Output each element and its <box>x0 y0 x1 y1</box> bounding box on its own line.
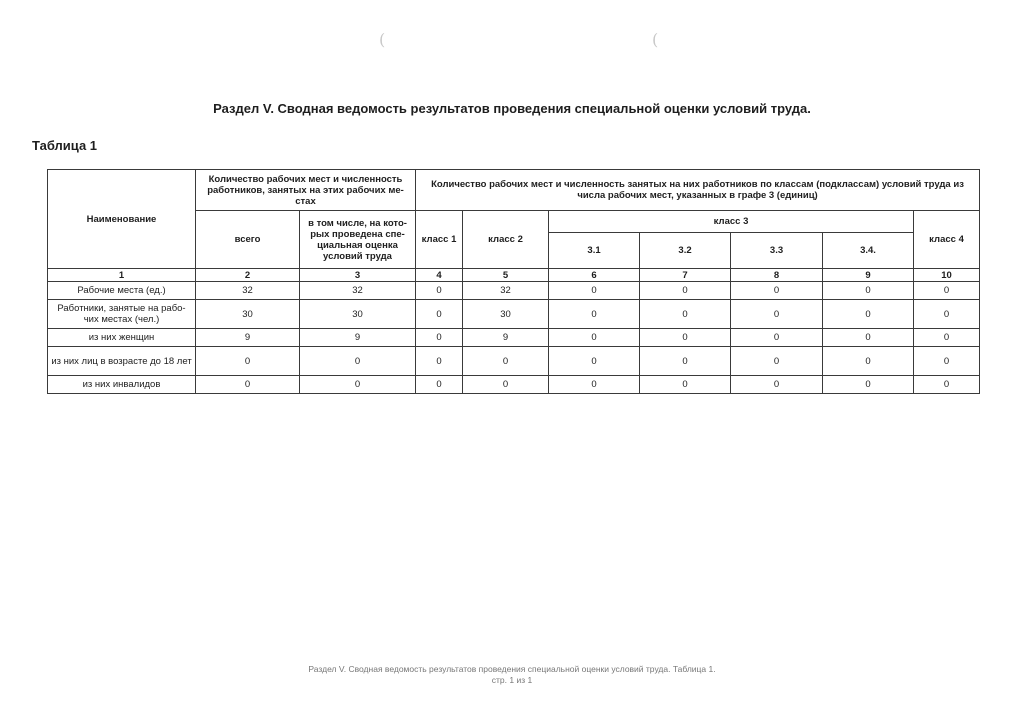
header-class-3-1: 3.1 <box>549 233 640 269</box>
table-cell: 32 <box>463 282 549 300</box>
table-cell: 0 <box>914 347 980 376</box>
column-number: 1 <box>48 269 196 282</box>
header-class-2: класс 2 <box>463 211 549 269</box>
table-row <box>48 300 980 329</box>
table-cell: 9 <box>196 329 300 347</box>
table-cell: 0 <box>914 376 980 394</box>
table-cell: 0 <box>640 347 731 376</box>
scan-mark: ( <box>379 30 386 49</box>
header-workplaces-group: Количество рабочих мест и численность работников, занятых на этих рабочих ме-стах <box>196 170 416 211</box>
table-cell: 0 <box>463 347 549 376</box>
column-number: 3 <box>300 269 416 282</box>
table-cell: 0 <box>300 376 416 394</box>
table-row <box>48 376 980 394</box>
header-class-4: класс 4 <box>914 211 980 269</box>
column-number: 6 <box>549 269 640 282</box>
table-row <box>48 347 980 376</box>
row-label: из них инвалидов <box>48 376 196 394</box>
header-class-3: класс 3 <box>549 211 914 233</box>
row-label: из них женщин <box>48 329 196 347</box>
header-total: всего <box>196 211 300 269</box>
table-cell: 0 <box>914 329 980 347</box>
row-label: Работники, занятые на рабо-чих местах (чел.) <box>48 300 196 329</box>
column-number: 10 <box>914 269 980 282</box>
table-cell: 0 <box>731 347 823 376</box>
table-cell: 9 <box>463 329 549 347</box>
column-number: 7 <box>640 269 731 282</box>
table-cell: 0 <box>416 376 463 394</box>
header-class-3-2: 3.2 <box>640 233 731 269</box>
header-class-3-4: 3.4. <box>823 233 914 269</box>
table-cell: 0 <box>731 329 823 347</box>
table-cell: 0 <box>823 347 914 376</box>
table-cell: 0 <box>914 282 980 300</box>
row-label: Рабочие места (ед.) <box>48 282 196 300</box>
table-cell: 32 <box>196 282 300 300</box>
column-number: 4 <box>416 269 463 282</box>
column-number: 9 <box>823 269 914 282</box>
scan-mark: ( <box>652 30 659 49</box>
table-cell: 0 <box>549 376 640 394</box>
table-row <box>48 329 980 347</box>
table-cell: 0 <box>416 282 463 300</box>
table-cell: 0 <box>640 300 731 329</box>
table-cell: 0 <box>463 376 549 394</box>
table-cell: 0 <box>549 347 640 376</box>
header-class-1: класс 1 <box>416 211 463 269</box>
column-number: 8 <box>731 269 823 282</box>
footer-page-number: стр. 1 из 1 <box>491 675 533 685</box>
header-row-1 <box>48 170 980 211</box>
header-assessed: в том числе, на кото-рых проведена спе-циальная оценка условий труда <box>300 211 416 269</box>
table-cell: 0 <box>731 300 823 329</box>
row-label: из них лиц в возрасте до 18 лет <box>48 347 196 376</box>
column-number: 5 <box>463 269 549 282</box>
header-class-3-3: 3.3 <box>731 233 823 269</box>
section-title: Раздел V. Сводная ведомость результатов проведения специальной оценки условий труда. <box>213 101 811 116</box>
table-cell: 0 <box>731 282 823 300</box>
column-number-row <box>48 269 980 282</box>
footer-caption: Раздел V. Сводная ведомость результатов проведения специальной оценки условий труда. Таблица 1. <box>308 664 716 674</box>
table-cell: 0 <box>823 300 914 329</box>
summary-table <box>47 169 980 394</box>
table-cell: 0 <box>549 300 640 329</box>
table-cell: 9 <box>300 329 416 347</box>
table-cell: 0 <box>731 376 823 394</box>
table-cell: 0 <box>196 376 300 394</box>
table-cell: 0 <box>416 347 463 376</box>
table-cell: 32 <box>300 282 416 300</box>
table-cell: 0 <box>640 329 731 347</box>
page-footer <box>0 664 1024 686</box>
column-number: 2 <box>196 269 300 282</box>
table-cell: 0 <box>640 282 731 300</box>
header-name: Наименование <box>48 170 196 269</box>
table-cell: 0 <box>416 329 463 347</box>
table-cell: 30 <box>196 300 300 329</box>
table-cell: 0 <box>549 329 640 347</box>
table-cell: 0 <box>823 329 914 347</box>
table-cell: 0 <box>823 376 914 394</box>
header-classes-group: Количество рабочих мест и численность занятых на них работников по классам (подклассам) условий труда из числа рабочих мест, указанных в графе 3 (единиц) <box>416 170 980 211</box>
table-cell: 30 <box>300 300 416 329</box>
table-cell: 0 <box>300 347 416 376</box>
table-cell: 0 <box>416 300 463 329</box>
table-cell: 0 <box>196 347 300 376</box>
table-cell: 0 <box>914 300 980 329</box>
table-row <box>48 282 980 300</box>
table-cell: 30 <box>463 300 549 329</box>
table-cell: 0 <box>640 376 731 394</box>
table-cell: 0 <box>549 282 640 300</box>
table-cell: 0 <box>823 282 914 300</box>
table-caption: Таблица 1 <box>32 138 98 153</box>
